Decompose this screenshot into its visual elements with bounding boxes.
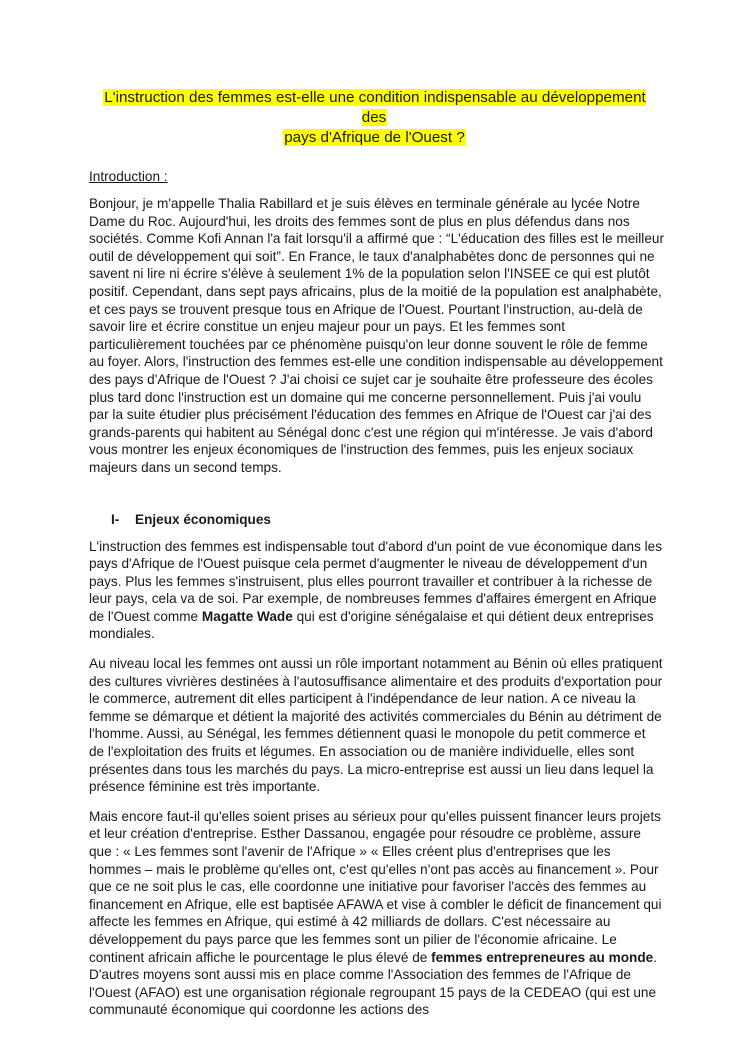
bold-phrase-femmes-entrepreneures: femmes entrepreneures au monde — [431, 949, 654, 965]
section-1-paragraph-1 — [89, 538, 664, 644]
paragraph-text: qui est d'origine sénégalaise et qui détient deux entreprises mondiales. — [89, 608, 654, 642]
title-line-2: pays d'Afrique de l'Ouest ? — [284, 129, 465, 146]
section-1-paragraph-2: Au niveau local les femmes ont aussi un rôle important notamment au Bénin où elles pratiquent des cultures vivrières destinées à l'autosuffisance alimentaire et des produits d'exportation pour le commerce, autrement dit elles participent à l'indépendance de leur nation. A ce niveau la femme se démarque et détient la majorité des activités commerciales du Bénin au détriment de l'homme. Aussi, au Sénégal, les femmes détiennent quasi le monopole du petit commerce et de l'exploitation des fruits et légumes. En association ou de manière individuelle, elles sont présentes dans tous les marchés du pays. La micro-entreprise est aussi un lieu dans lequel la présence féminine est très importante. — [89, 656, 663, 795]
section-1-heading — [111, 511, 664, 529]
section-1-paragraph-3 — [89, 808, 664, 1019]
section-1-number: I- — [111, 511, 120, 527]
bold-name-magatte-wade: Magatte Wade — [201, 608, 293, 624]
paragraph-text: Mais encore faut-il qu'elles soient prises au sérieux pour qu'elles puissent financer leurs projets et leur création d'entreprise. Esther Dassanou, engagée pour résoudre ce problème, assure que : « Les femmes sont l'avenir de l'Afrique » « Elles créent plus d'entreprises que les hommes – mais le problème qu'elles ont, c'est qu'elles n'ont pas accès au financement ». Pour que ce ne soit plus le cas, elle coordonne une initiative pour favoriser l'accès des femmes au financement en Afrique, elle est baptisée AFAWA et vise à combler le déficit de financement qui affecte les femmes en Afrique, qui estimé à 42 milliards de dollars. C'est nécessaire au développement du pays parce que les femmes sont un pilier de l'économie africaine. Le continent africain affiche le pourcentage le plus élevé de — [89, 808, 662, 965]
introduction-paragraph: Bonjour, je m'appelle Thalia Rabillard et je suis élèves en terminale générale au lycée Notre Dame du Roc. Aujourd'hui, les droits des femmes sont de plus en plus défendus dans nos sociétés. Comme Kofi Annan l'a fait lorsqu'il a affirmé que : “L'éducation des filles est le meilleur outil de développement qui soit”. En France, le taux d'analphabètes donc de personnes qui ne savent ni lire ni écrire s'élève à seulement 1% de la population selon l'INSEE ce qui est plutôt positif. Cependant, dans sept pays africains, plus de la moitié de la population est analphabète, et ces pays se trouvent presque tous en Afrique de l'Ouest. Pourtant l'instruction, au-delà de savoir lire et écrire constitue un enjeu majeur pour un pays. Et les femmes sont particulièrement touchées par ce phénomène puisqu'on leur donne souvent le rôle de femme au foyer. Alors, l'instruction des femmes est-elle une condition indispensable au développement des pays d'Afrique de l'Ouest ? J'ai choisi ce sujet car je souhaite être professeure des écoles plus tard donc l'instruction est un domaine qui me concerne personnellement. Puis j'ai voulu par la suite étudier plus précisément l'éducation des femmes en Afrique de l'Ouest car j'ai des grands-parents qui habitent au Sénégal donc c'est une région qui m'intéresse. Je vais d'abord vous montrer les enjeux économiques de l'instruction des femmes, puis les enjeux sociaux majeurs dans un second temps. — [89, 196, 664, 475]
paragraph-text: L'instruction des femmes est indispensable tout d'abord d'un point de vue économique dans les pays d'Afrique de l'Ouest puisque cela permet d'augmenter le niveau de développement d'un pays. Plus les femmes s'instruisent, plus elles pourront travailler et contribuer à la richesse de leur pays, cela va de soi. Par exemple, de nombreuses femmes d'affaires émergent en Afrique de l'Ouest comme — [89, 538, 663, 624]
section-1-title: Enjeux économiques — [135, 511, 271, 527]
title-line-1: L'instruction des femmes est-elle une condition indispensable au développement des — [104, 89, 646, 126]
introduction-heading: Introduction : — [89, 169, 168, 184]
document-title — [89, 88, 660, 148]
paragraph-text: . D'autres moyens sont aussi mis en place comme l'Association des femmes de l'Afrique de l'Ouest (AFAO) est une organisation régionale regroupant 15 pays de la CEDEAO (qui est une communauté économique qui coordonne les actions des — [89, 949, 657, 1018]
